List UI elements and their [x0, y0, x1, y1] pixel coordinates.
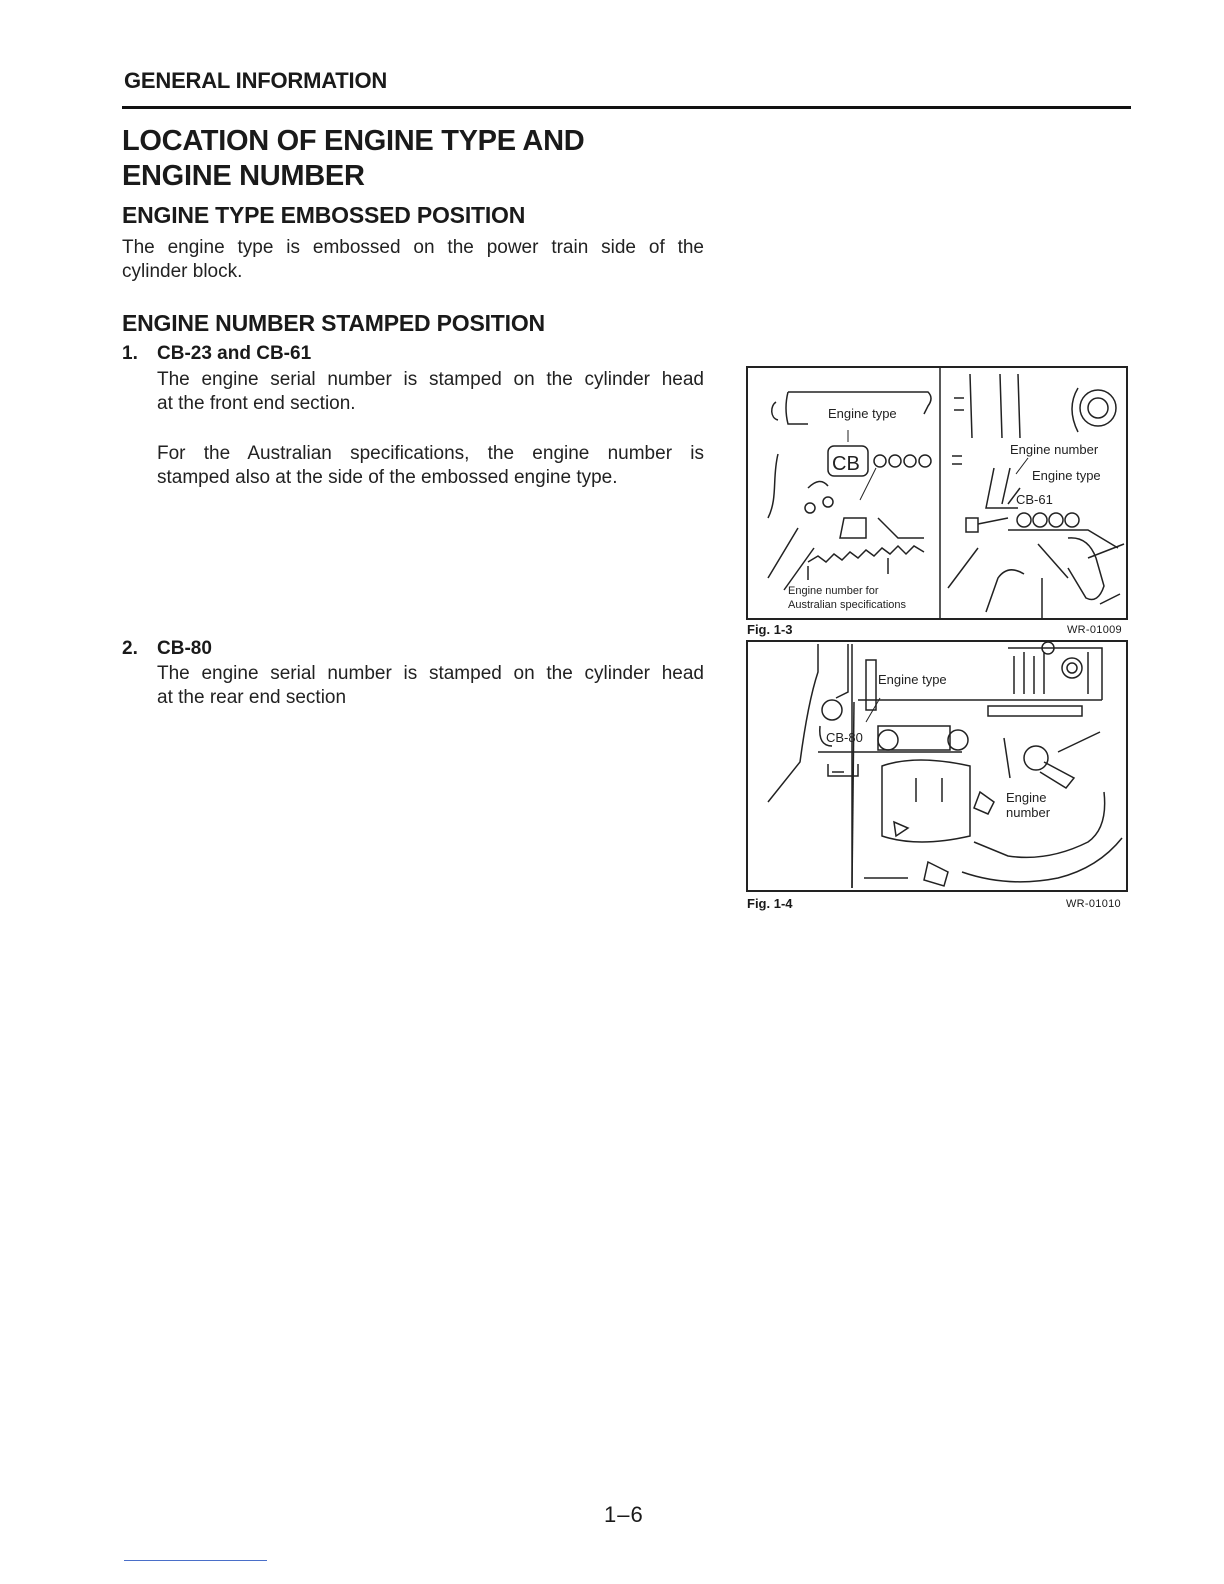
figure-1-4: [746, 640, 1128, 892]
fig13-cb-mark: CB: [832, 453, 860, 475]
fig14-engine-number-line-1: Engine: [1006, 790, 1047, 805]
stamped-heading: ENGINE NUMBER STAMPED POSITION: [122, 310, 545, 336]
figure-1-3-label: Fig. 1-3: [747, 622, 793, 637]
fig13-cb61-label: CB-61: [1016, 492, 1053, 507]
item-2-number: 2.: [122, 638, 138, 659]
figure-1-4-label: Fig. 1-4: [747, 896, 793, 911]
item-2-title: CB-80: [157, 638, 212, 659]
embossed-line-1: The engine type is embossed on the power train side of the: [122, 237, 704, 258]
page-number: 1–6: [604, 1502, 644, 1527]
embossed-line-2: cylinder block.: [122, 261, 243, 282]
page-title-line-2: ENGINE NUMBER: [122, 160, 365, 192]
figure-1-3-code: WR-01009: [1067, 624, 1122, 636]
fig13-engine-type-label: Engine type: [828, 406, 897, 421]
fig14-engine-number-line-2: number: [1006, 805, 1051, 820]
fig14-engine-type-label: Engine type: [878, 672, 947, 687]
embossed-paragraph: [122, 236, 704, 284]
item-1-paragraph-2: [157, 442, 704, 490]
item-2-p1-line-1: The engine serial number is stamped on the cylinder head: [157, 663, 704, 684]
fig13-aus-label-line-2: Australian specifications: [788, 599, 907, 611]
figure-1-3: [746, 366, 1128, 620]
item-1-p1-line-1: The engine serial number is stamped on the cylinder head: [157, 369, 704, 390]
embossed-heading: ENGINE TYPE EMBOSSED POSITION: [122, 202, 526, 228]
item-1-paragraph-1: [157, 368, 704, 416]
section-header: GENERAL INFORMATION: [124, 68, 388, 93]
page-title-line-1: LOCATION OF ENGINE TYPE AND: [122, 125, 585, 157]
page-title: [122, 124, 584, 194]
fig13-engine-type-right-label: Engine type: [1032, 468, 1101, 483]
item-1-p2-line-1: For the Australian specifications, the engine number is: [157, 443, 704, 464]
item-1-p1-line-2: at the front end section.: [157, 393, 356, 414]
figure-1-4-illustration: [748, 642, 1126, 890]
item-1-title: CB-23 and CB-61: [157, 343, 312, 364]
item-2-p1-line-2: at the rear end section: [157, 687, 347, 708]
fig13-engine-number-label: Engine number: [1010, 442, 1099, 457]
fig13-aus-label-line-1: Engine number for: [788, 585, 879, 597]
header-rule: [122, 106, 1131, 109]
fig14-cb80-label: CB-80: [826, 730, 863, 745]
item-2-paragraph: [157, 662, 704, 710]
figure-1-4-code: WR-01010: [1066, 898, 1121, 910]
footer-rule: [124, 1560, 267, 1561]
figure-1-3-illustration: [748, 368, 1126, 618]
item-1-number: 1.: [122, 343, 138, 364]
item-1-p2-line-2: stamped also at the side of the embossed engine type.: [157, 467, 618, 488]
